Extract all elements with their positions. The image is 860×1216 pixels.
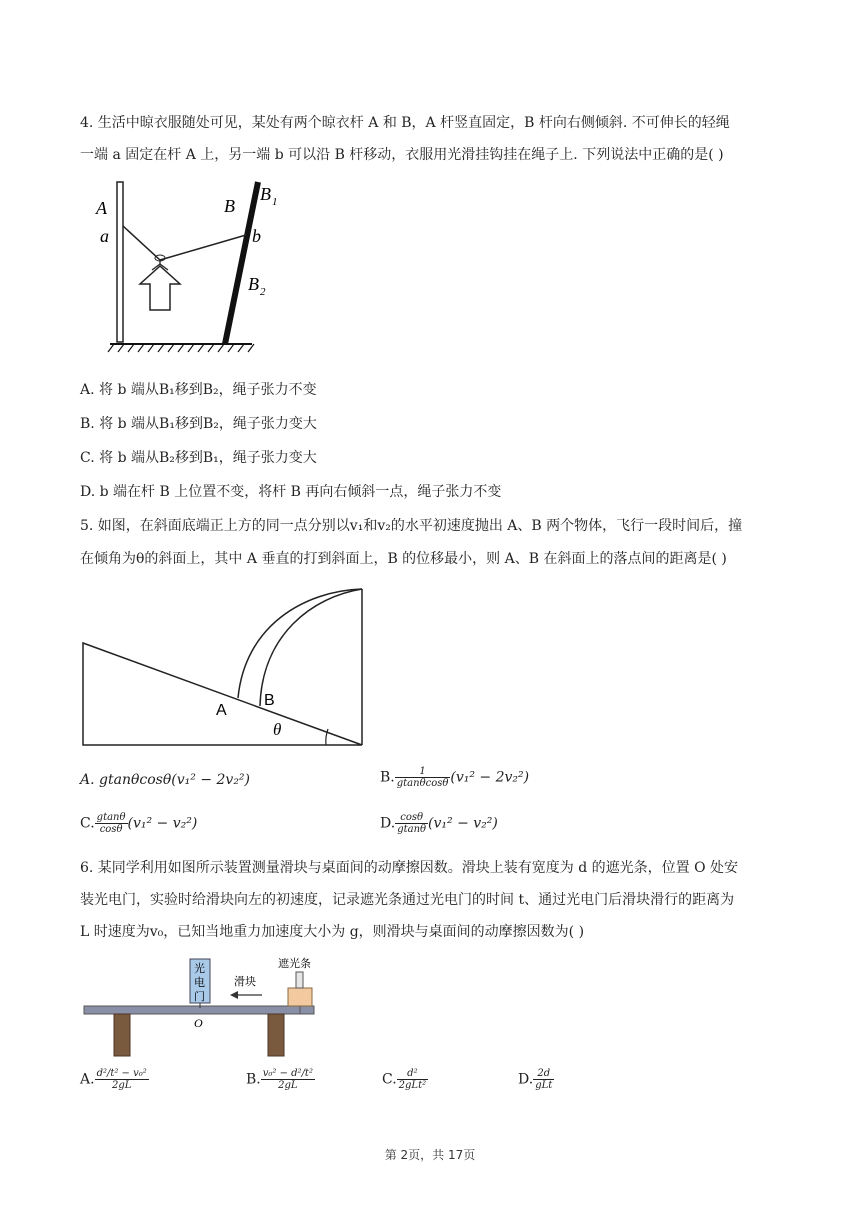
left-arrow-icon <box>230 991 238 999</box>
q5-option-a[interactable]: A. gtanθcosθ(v₁² − 2v₂²) <box>80 772 251 788</box>
table-top <box>84 1006 314 1014</box>
incline <box>83 643 362 745</box>
q6-option-c[interactable]: C. $\frac{\text{d²}}{\text{2gLt²}}$ <box>382 1068 427 1091</box>
photogate-char2: 电 <box>194 976 205 989</box>
q5-stem-line1: 5. 如图，在斜面底端正上方的同一点分别以v₁和v₂的水平初速度抛出 A、B 两个物体，飞行一段时间后，撞 <box>80 518 743 534</box>
table-leg-right <box>268 1014 284 1056</box>
q4-option-c[interactable]: C. 将 b 端从B₂移到B₁，绳子张力变大 <box>80 450 317 466</box>
q4-stem-line2: 一端 a 固定在杆 A 上，另一端 b 可以沿 B 杆移动，衣服用光滑挂钩挂在绳子上. 下列说法中正确的是( ) <box>80 147 724 163</box>
slider-block <box>288 988 312 1006</box>
q5-option-c[interactable]: C. $\frac{gtan\theta}{\cos\theta}$ (v₁² − v₂²) <box>80 812 198 835</box>
label-b: B <box>264 692 275 709</box>
table-leg-left <box>114 1014 130 1056</box>
trajectory-a <box>238 589 362 698</box>
q4-option-d[interactable]: D. b 端在杆 B 上位置不变，将杆 B 再向右倾斜一点，绳子张力不变 <box>80 484 502 500</box>
label-theta: θ <box>273 720 282 739</box>
label-a: A <box>216 702 227 719</box>
label-o: O <box>194 1016 203 1030</box>
q4-stem-line1: 4. 生活中晾衣服随处可见，某处有两个晾衣杆 A 和 B，A 杆竖直固定，B 杆向右侧倾斜. 不可伸长的轻绳 <box>80 115 730 131</box>
photogate-char3: 门 <box>194 990 205 1003</box>
q6-option-b[interactable]: B. $\frac{\text{v₀² − d²/t²}}{2gL}$ <box>246 1068 313 1091</box>
q6-stem-line1: 6. 某同学利用如图所示装置测量滑块与桌面间的动摩擦因数。滑块上装有宽度为 d 的遮光条，位置 O 处安 <box>80 860 739 876</box>
q6-stem-line2: 装光电门，实验时给滑块向左的初速度，记录遮光条通过光电门的时间 t、通过光电门后滑块滑行的距离为 <box>80 892 735 908</box>
trajectory-b <box>260 589 362 706</box>
label-b-upper: B <box>224 196 235 216</box>
strip-label: 遮光条 <box>278 957 311 970</box>
label-b2: B <box>248 274 259 294</box>
label-b1-sub: 1 <box>272 196 278 208</box>
q6-option-a[interactable]: A. $\frac{\text{d²/t² − v₀²}}{2gL}$ <box>80 1068 147 1091</box>
q6-option-d[interactable]: D. $\frac{2d}{\text{gLt}}$ <box>518 1068 553 1091</box>
slider-label: 滑块 <box>234 975 256 988</box>
rope <box>123 226 246 260</box>
q4-option-b[interactable]: B. 将 b 端从B₁移到B₂，绳子张力变大 <box>80 416 317 432</box>
q6-figure <box>82 955 318 1060</box>
q6-stem-line3: L 时速度为v₀，已知当地重力加速度大小为 g，则滑块与桌面间的动摩擦因数为( ) <box>80 924 585 940</box>
q4-option-a[interactable]: A. 将 b 端从B₁移到B₂，绳子张力不变 <box>80 382 317 398</box>
label-a-lower: a <box>100 226 109 246</box>
q4-figure <box>96 178 278 358</box>
label-b1: B <box>260 184 271 204</box>
pole-a <box>117 182 123 342</box>
label-b-lower: b <box>252 226 261 246</box>
q5-option-b[interactable]: B. $\frac{1}{gtan\theta\cos\theta}$ (v₁² − 2v₂²) <box>380 766 530 789</box>
q5-stem-line2: 在倾角为θ的斜面上，其中 A 垂直的打到斜面上，B 的位移最小，则 A、B 在斜面上的落点间的距离是( ) <box>80 551 727 567</box>
q5-figure <box>80 585 365 750</box>
clothes <box>140 266 180 310</box>
photogate-char1: 光 <box>194 962 205 975</box>
label-a-upper: A <box>96 198 107 218</box>
shading-strip <box>296 972 303 988</box>
q5-option-d[interactable]: D. $\frac{\cos\theta}{gtan\theta}$ (v₁² − v₂²) <box>380 812 498 835</box>
page-footer: 第 2页，共 17页 <box>384 1148 476 1162</box>
label-b2-sub: 2 <box>260 286 266 298</box>
